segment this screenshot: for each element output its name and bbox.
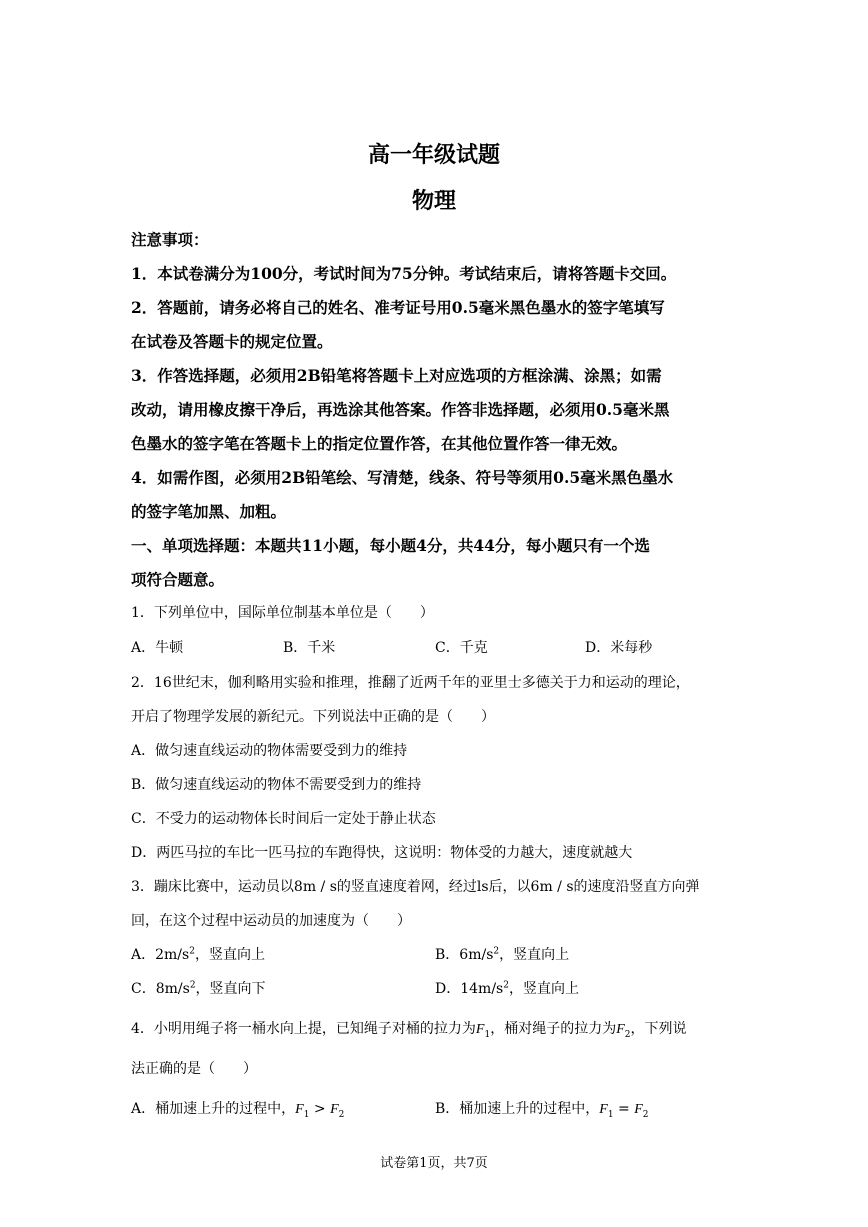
question-4-stem: 法正确的是（ ） <box>131 1061 257 1077</box>
option-text: A．桶加速上升的过程中， <box>131 1101 296 1117</box>
question-1-option-d: D．米每秒 <box>585 640 653 656</box>
direction: ，竖直向上 <box>499 947 570 963</box>
question-1-option-c: C．千克 <box>435 640 488 656</box>
acceleration-value: 14m/s <box>460 981 504 997</box>
notice-line: 的签字笔加黑、加粗。 <box>131 502 287 521</box>
option-letter: A． <box>131 947 156 963</box>
notice-line: 4．如需作图，必须用2B铅笔绘、写清楚，线条、符号等须用0.5毫米黑色墨水 <box>131 468 674 487</box>
acceleration-value: 2m/s <box>155 947 190 963</box>
stem-text: ，下列说 <box>630 1021 687 1037</box>
page-footer: 试卷第1页，共7页 <box>380 1156 488 1171</box>
notice-line: 3．作答选择题，必须用2B铅笔将答题卡上对应选项的方框涂满、涂黑；如需 <box>131 366 662 385</box>
question-2-option-d: D．两匹马拉的车比一匹马拉的车跑得快，这说明：物体受的力越大，速度就越大 <box>131 845 633 861</box>
stem-text: ，桶对绳子的拉力为 <box>490 1021 617 1037</box>
subscript: 2 <box>338 1109 345 1120</box>
subscript: 1 <box>303 1109 310 1120</box>
question-1-stem: 1．下列单位中，国际单位制基本单位是（ ） <box>131 605 434 621</box>
question-4-stem <box>131 1018 687 1040</box>
question-3-stem: 3．蹦床比赛中，运动员以8m / s的竖直速度着网，经过ls后，以6m / s的速度沿竖直方向弹 <box>131 879 700 895</box>
question-4-option-b <box>435 1098 649 1120</box>
question-3-option-a <box>131 944 265 964</box>
subscript: 2 <box>642 1109 649 1120</box>
operator: = <box>613 1101 635 1117</box>
exam-title: 高一年级试题 <box>367 142 500 168</box>
question-3-option-d <box>435 978 579 998</box>
operator: > <box>309 1101 331 1117</box>
option-text: B．桶加速上升的过程中， <box>435 1101 600 1117</box>
notice-line: 在试卷及答题卡的规定位置。 <box>131 332 333 351</box>
force-symbol: F <box>295 1102 304 1117</box>
question-4-option-a <box>131 1098 344 1120</box>
question-2-option-a: A．做匀速直线运动的物体需要受到力的维持 <box>131 743 408 759</box>
notice-line: 色墨水的签字笔在答题卡上的指定位置作答，在其他位置作答一律无效。 <box>131 434 628 453</box>
stem-text: 4．小明用绳子将一桶水向上提，已知绳子对桶的拉力为 <box>131 1021 476 1037</box>
question-1-option-a: A．牛顿 <box>131 640 184 656</box>
acceleration-value: 6m/s <box>459 947 494 963</box>
notice-line: 1．本试卷满分为100分，考试时间为75分钟。考试结束后，请将答题卡交回。 <box>131 264 677 283</box>
question-3-stem: 回，在这个过程中运动员的加速度为（ ） <box>131 913 411 929</box>
section-heading: 一、单项选择题：本题共11小题，每小题4分，共44分，每小题只有一个选 <box>131 536 650 555</box>
notice-heading: 注意事项： <box>131 230 209 249</box>
question-2-option-c: C．不受力的运动物体长时间后一定处于静止状态 <box>131 811 436 827</box>
exponent: 2 <box>189 946 195 957</box>
question-3-option-c <box>131 978 266 998</box>
option-letter: D． <box>435 981 461 997</box>
section-heading: 项符合题意。 <box>131 570 225 589</box>
force-symbol: F <box>616 1022 625 1037</box>
option-letter: B． <box>435 947 460 963</box>
direction: ，竖直向上 <box>194 947 265 963</box>
direction: ，竖直向下 <box>195 981 266 997</box>
question-2-stem: 开启了物理学发展的新纪元。下列说法中正确的是（ ） <box>131 709 495 725</box>
notice-line: 改动，请用橡皮擦干净后，再选涂其他答案。作答非选择题，必须用0.5毫米黑 <box>131 400 670 419</box>
force-symbol: F <box>599 1102 608 1117</box>
acceleration-value: 8m/s <box>155 981 190 997</box>
question-3-option-b <box>435 944 569 964</box>
exponent: 2 <box>503 980 509 991</box>
force-symbol: F <box>634 1102 643 1117</box>
direction: ，竖直向上 <box>508 981 579 997</box>
exponent: 2 <box>189 980 196 991</box>
question-2-stem: 2．16世纪末，伽利略用实验和推理，推翻了近两千年的亚里士多德关于力和运动的理论， <box>131 675 690 691</box>
subscript: 1 <box>484 1029 491 1040</box>
force-symbol: F <box>475 1022 485 1037</box>
subscript: 2 <box>624 1029 631 1040</box>
notice-line: 2．答题前，请务必将自己的姓名、准考证号用0.5毫米黑色墨水的签字笔填写 <box>131 298 665 317</box>
exponent: 2 <box>493 946 500 957</box>
subscript: 1 <box>607 1109 614 1120</box>
force-symbol: F <box>330 1102 339 1117</box>
question-2-option-b: B．做匀速直线运动的物体不需要受到力的维持 <box>131 777 422 793</box>
question-1-option-b: B．千米 <box>283 640 336 656</box>
subject-title: 物理 <box>411 188 456 214</box>
option-letter: C． <box>131 981 156 997</box>
